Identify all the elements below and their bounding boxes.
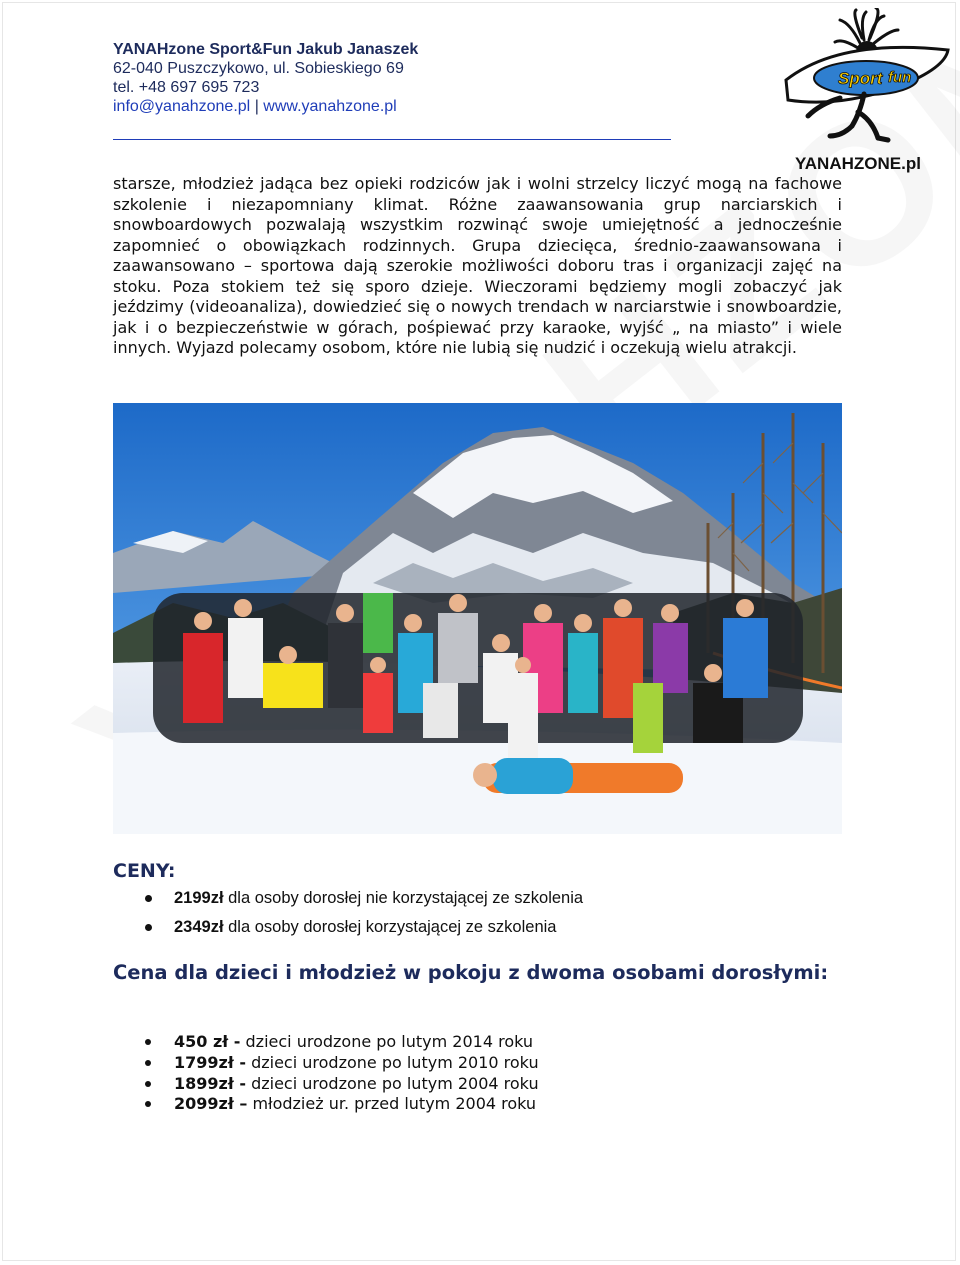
letterhead	[113, 40, 418, 116]
bullet-icon	[145, 924, 152, 931]
logo-badge-text: Sport	[838, 69, 883, 88]
price-value: 1899zł -	[174, 1073, 246, 1093]
price-value: 2349zł	[174, 918, 224, 936]
contact-line	[113, 97, 418, 116]
price-description: dla osoby dorosłej korzystającej ze szkolenia	[223, 918, 557, 936]
price-description: dla osoby dorosłej nie korzystającej ze szkolenia	[223, 889, 584, 907]
bullet-icon	[145, 1039, 151, 1045]
sport-fun-figure-logo-icon	[780, 8, 960, 153]
logo-wordmark: YANAHZONE.pl	[795, 154, 921, 173]
list-item	[113, 913, 583, 942]
prices-heading: CENY:	[113, 860, 176, 882]
list-item	[113, 1053, 539, 1074]
svg-text:fun: fun	[888, 69, 912, 86]
mountain-group-photo-icon	[113, 403, 842, 834]
kids-price-list	[113, 1032, 539, 1115]
contact-separator: |	[254, 98, 259, 115]
company-name: YANAHzone Sport&Fun Jakub Janaszek	[113, 41, 419, 58]
list-item	[113, 1074, 539, 1095]
price-description: młodzież ur. przed lutym 2004 roku	[247, 1094, 537, 1114]
bullet-icon	[145, 1060, 151, 1066]
company-phone: tel. +48 697 695 723	[113, 79, 260, 96]
price-description: dzieci urodzone po lutym 2004 roku	[246, 1073, 539, 1093]
bullet-icon	[145, 1081, 151, 1087]
header-rule	[113, 139, 671, 140]
bullet-icon	[145, 895, 152, 902]
price-description: dzieci urodzone po lutym 2010 roku	[246, 1052, 539, 1072]
adult-price-list	[113, 884, 583, 942]
bullet-icon	[145, 1101, 151, 1107]
price-value: 1799zł -	[174, 1052, 246, 1072]
website-link[interactable]: www.yanahzone.pl	[263, 98, 397, 115]
list-item	[113, 1032, 539, 1053]
brand-logo	[780, 8, 960, 173]
email-link[interactable]: info@yanahzone.pl	[113, 98, 251, 115]
list-item	[113, 1094, 539, 1115]
company-address: 62-040 Puszczykowo, ul. Sobieskiego 69	[113, 60, 404, 77]
price-value: 2199zł	[174, 889, 224, 907]
description-paragraph: starsze, młodzież jadąca bez opieki rodziców jak i wolni strzelcy liczyć mogą na fachowe szkolenie i niezapomniany klimat. Różne zaawansowania grup narciarskich i snowboardowych pozwalają wszystkim rozwinąć swoje umiejętność a jednocześnie zapomnieć o obowiązkach rodzinnych. Grupa dziecięca, średnio-zaawansowana i zaawansowano – sportowa dają szerokie możliwości doboru tras i organizacji zajęć na stoku. Poza stokiem też się sporo dzieje. Wieczorami będziemy mogli zobaczyć jak jeździmy (videoanaliza), dowiedzieć się o nowych trendach w narciarstwie i snowboardzie, jak i o bezpieczeństwie w górach, pośpiewać przy karaoke, wyjść „ na miasto” i wiele innych. Wyjazd polecamy osobom, które nie lubią się nudzić i oczekują wielu atrakcji.	[113, 174, 842, 357]
price-value: 450 zł -	[174, 1032, 241, 1051]
kids-price-heading: Cena dla dzieci i młodzież w pokoju z dwoma osobami dorosłymi:	[113, 961, 829, 984]
price-value: 2099zł –	[174, 1094, 248, 1114]
price-description: dzieci urodzone po lutym 2014 roku	[240, 1032, 534, 1051]
list-item	[113, 884, 583, 913]
group-ski-photo	[113, 403, 842, 834]
